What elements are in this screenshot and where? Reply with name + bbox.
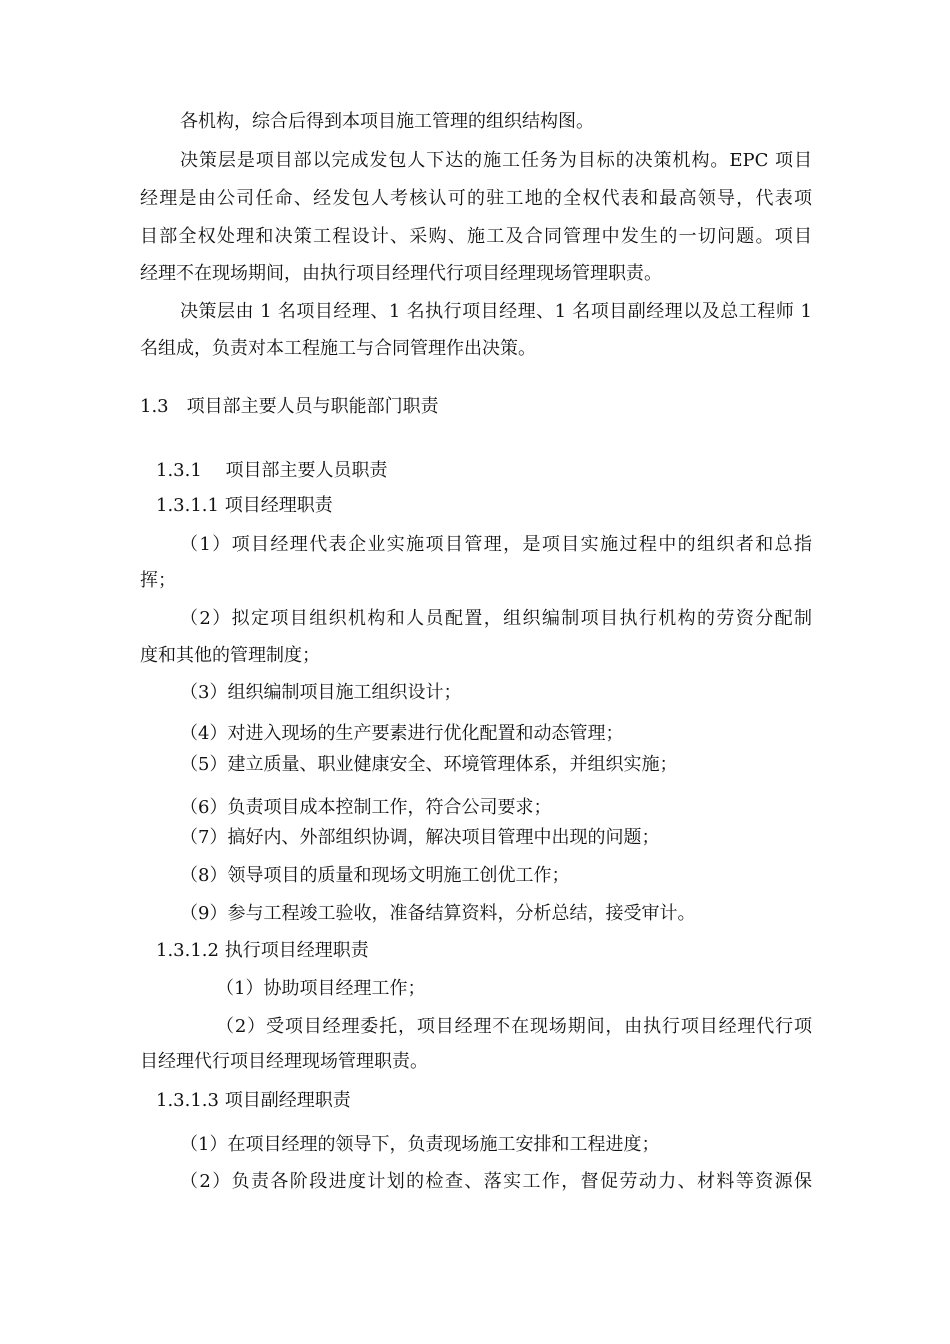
duty-line: （5）建立质量、职业健康安全、环境管理体系，并组织实施；	[180, 754, 678, 775]
duty-line: （9）参与工程竣工验收，准备结算资料，分析总结，接受审计。	[180, 903, 696, 924]
duty-line: （1）协助项目经理工作；	[216, 978, 426, 999]
section-heading-1-3-1: 1.3.1 项目部主要人员职责	[156, 460, 388, 481]
paragraph-line: 各机构，综合后得到本项目施工管理的组织结构图。	[180, 111, 594, 132]
duty-line: （2）受项目经理委托，项目经理不在现场期间，由执行项目经理代行项	[216, 1016, 812, 1037]
duty-line: （7）搞好内、外部组织协调，解决项目管理中出现的问题；	[180, 827, 660, 848]
paragraph-line: 目部全权处理和决策工程设计、采购、施工及合同管理中发生的一切问题。项目	[140, 226, 812, 247]
duty-line: （1）在项目经理的领导下，负责现场施工安排和工程进度；	[180, 1134, 660, 1155]
paragraph-line: 经理不在现场期间，由执行项目经理代行项目经理现场管理职责。	[140, 263, 662, 284]
paragraph-line: 名组成，负责对本工程施工与合同管理作出决策。	[140, 338, 536, 359]
paragraph-line: 决策层是项目部以完成发包人下达的施工任务为目标的决策机构。EPC 项目	[180, 150, 812, 171]
duty-line: （2）拟定项目组织机构和人员配置，组织编制项目执行机构的劳资分配制	[180, 608, 812, 629]
duty-line: 挥；	[140, 570, 176, 591]
section-heading-1-3-1-2: 1.3.1.2 执行项目经理职责	[156, 940, 369, 961]
duty-line: 目经理代行项目经理现场管理职责。	[140, 1051, 428, 1072]
paragraph-line: 决策层由 1 名项目经理、1 名执行项目经理、1 名项目副经理以及总工程师 1	[180, 301, 812, 322]
section-heading-1-3-1-1: 1.3.1.1 项目经理职责	[156, 495, 333, 516]
duty-line: 度和其他的管理制度；	[140, 645, 320, 666]
paragraph-line: 经理是由公司任命、经发包人考核认可的驻工地的全权代表和最高领导，代表项	[140, 188, 812, 209]
section-heading-1-3: 1.3 项目部主要人员与职能部门职责	[140, 396, 439, 417]
duty-line: （6）负责项目成本控制工作，符合公司要求；	[180, 797, 552, 818]
duty-line: （4）对进入现场的生产要素进行优化配置和动态管理；	[180, 723, 624, 744]
duty-line: （8）领导项目的质量和现场文明施工创优工作；	[180, 865, 570, 886]
duty-line: （1）项目经理代表企业实施项目管理，是项目实施过程中的组织者和总指	[180, 534, 812, 555]
section-heading-1-3-1-3: 1.3.1.3 项目副经理职责	[156, 1090, 351, 1111]
duty-line: （2）负责各阶段进度计划的检查、落实工作，督促劳动力、材料等资源保	[180, 1171, 812, 1192]
duty-line: （3）组织编制项目施工组织设计；	[180, 682, 462, 703]
